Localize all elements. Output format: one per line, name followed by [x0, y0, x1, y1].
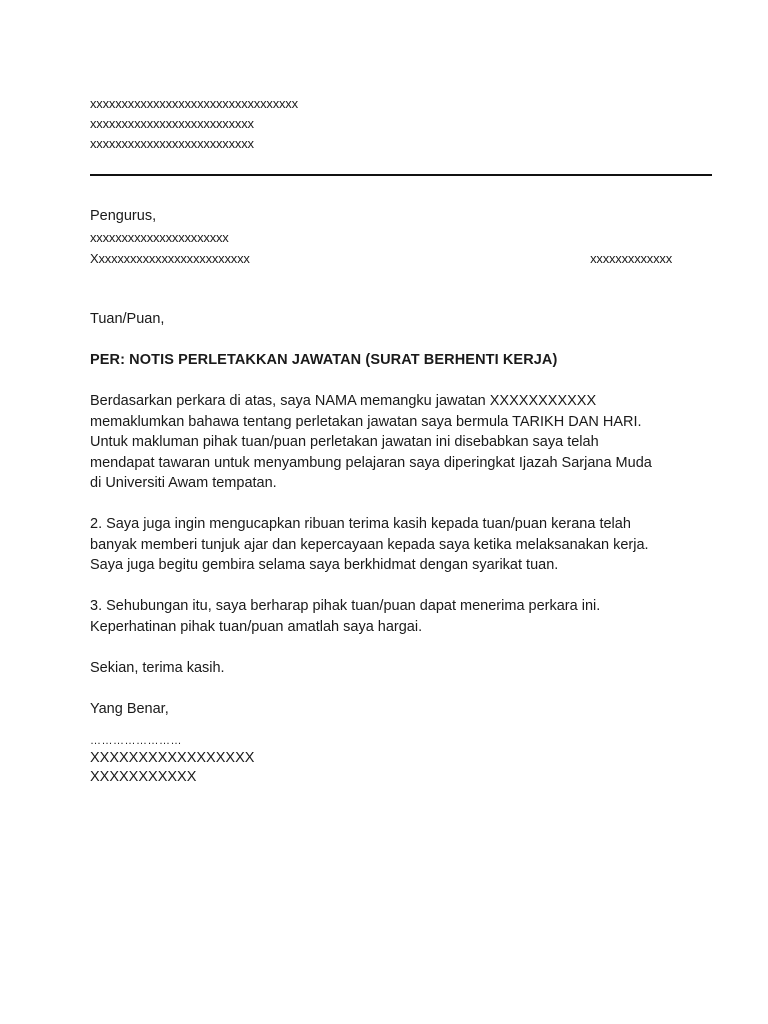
letter-subject: PER: NOTIS PERLETAKKAN JAWATAN (SURAT BERHENTI KERJA) [90, 352, 558, 368]
signature-line: …………………… [90, 735, 182, 747]
recipient-address [90, 206, 680, 269]
signatory-position: XXXXXXXXXXX [90, 769, 197, 785]
paragraph-line: memaklumkan bahawa tentang perletakan jawatan saya bermula TARIKH DAN HARI. [90, 413, 642, 430]
letter-reference: xxxxxxxxxxxxx [590, 251, 672, 266]
paragraph-2 [90, 514, 690, 576]
paragraph-line: 3. Sehubungan itu, saya berharap pihak tuan/puan dapat menerima perkara ini. [90, 598, 601, 614]
sign-off: Yang Benar, [90, 700, 169, 717]
signature-block [90, 749, 690, 787]
paragraph-line: di Universiti Awam tempatan. [90, 475, 277, 491]
paragraph-line: mendapat tawaran untuk menyambung pelajaran saya diperingkat Ijazah Sarjana Muda [90, 454, 652, 471]
letter-body [90, 309, 690, 787]
paragraph-line: Keperhatinan pihak tuan/puan amatlah saya hargai. [90, 618, 423, 635]
recipient-title: Pengurus, [90, 208, 157, 224]
paragraph-1 [90, 391, 690, 494]
sender-address-line: xxxxxxxxxxxxxxxxxxxxxxxxxx [90, 136, 254, 151]
paragraph-line: banyak memberi tunjuk ajar dan kepercayaan kepada saya ketika melaksanakan kerja. [90, 536, 649, 553]
paragraph-line: Berdasarkan perkara di atas, saya NAMA memangku jawatan XXXXXXXXXXX [90, 393, 597, 409]
paragraph-line: Untuk makluman pihak tuan/puan perletakan jawatan ini disebabkan saya telah [90, 434, 599, 450]
sender-address-line: xxxxxxxxxxxxxxxxxxxxxxxxxxxxxxxxx [90, 96, 298, 111]
paragraph-line: Saya juga begitu gembira selama saya berkhidmat dengan syarikat tuan. [90, 557, 559, 573]
paragraph-line: 2. Saya juga ingin mengucapkan ribuan terima kasih kepada tuan/puan kerana telah [90, 516, 631, 532]
recipient-address-line: xxxxxxxxxxxxxxxxxxxxxx [90, 230, 229, 245]
letterhead-divider [90, 174, 712, 176]
sender-address [90, 94, 298, 154]
signatory-name: XXXXXXXXXXXXXXXXX [90, 750, 255, 766]
paragraph-3 [90, 596, 690, 637]
sender-address-line: xxxxxxxxxxxxxxxxxxxxxxxxxx [90, 116, 254, 131]
closing-line: Sekian, terima kasih. [90, 659, 225, 676]
recipient-address-row [90, 248, 680, 269]
recipient-address-line: Xxxxxxxxxxxxxxxxxxxxxxxxx [90, 251, 250, 266]
salutation: Tuan/Puan, [90, 311, 165, 327]
